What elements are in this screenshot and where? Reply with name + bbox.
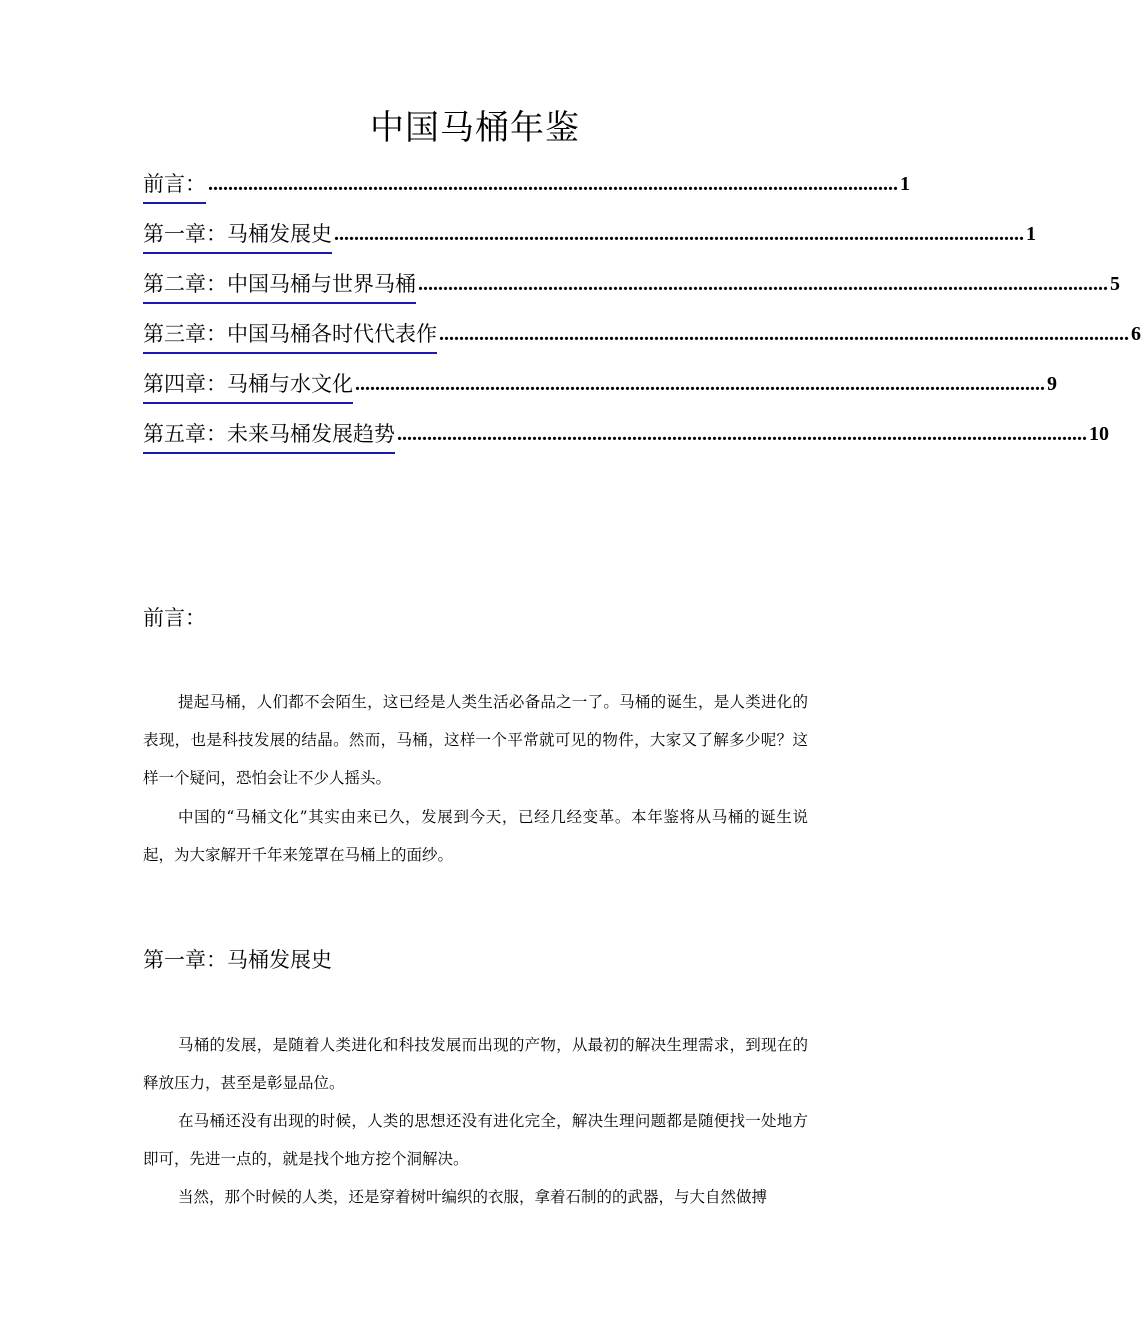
toc-entry-chapter-2[interactable] — [143, 270, 1120, 320]
toc-page-number: 9 — [1047, 373, 1057, 395]
preface-paragraph: 提起马桶，人们都不会陌生，这已经是人类生活必备品之一了。马桶的诞生，是人类进化的表现，也是科技发展的结晶。然而，马桶，这样一个平常就可见的物件，大家又了解多少呢？这样一个疑问，恐怕会让不少人摇头。 — [143, 693, 808, 787]
toc-leader-dots: .......................................................................................................................................... — [355, 373, 1045, 395]
toc-page-number: 1 — [1026, 223, 1036, 245]
toc-leader-dots: .......................................................................................................................................... — [208, 173, 898, 195]
toc-page-number: 1 — [900, 173, 910, 195]
toc-leader-dots: .......................................................................................................................................... — [397, 423, 1087, 445]
chapter-1-paragraph: 在马桶还没有出现的时候，人类的思想还没有进化完全，解决生理问题都是随便找一处地方即可，先进一点的，就是找个地方挖个洞解决。 — [143, 1112, 808, 1168]
toc-link[interactable]: 第四章：马桶与水文化 — [143, 370, 353, 404]
toc-page-number: 5 — [1110, 273, 1120, 295]
table-of-contents — [143, 170, 1141, 470]
toc-entry-chapter-4[interactable] — [143, 370, 1057, 420]
toc-link[interactable]: 第一章：马桶发展史 — [143, 220, 332, 254]
toc-leader-dots: .......................................................................................................................................... — [334, 223, 1024, 245]
chapter-1-heading: 第一章：马桶发展史 — [143, 948, 332, 972]
toc-link[interactable]: 第三章：中国马桶各时代代表作 — [143, 320, 437, 354]
toc-entry-chapter-1[interactable] — [143, 220, 1036, 270]
toc-leader-dots: .......................................................................................................................................... — [418, 273, 1108, 295]
document-title: 中国马桶年鉴 — [370, 108, 580, 148]
toc-link[interactable]: 前言： — [143, 170, 206, 204]
chapter-1-paragraph: 马桶的发展，是随着人类进化和科技发展而出现的产物，从最初的解决生理需求，到现在的释放压力，甚至是彰显品位。 — [143, 1036, 808, 1092]
preface-paragraph: 中国的“马桶文化”其实由来已久，发展到今天，已经几经变革。本年鉴将从马桶的诞生说起，为大家解开千年来笼罩在马桶上的面纱。 — [143, 808, 808, 864]
toc-link[interactable]: 第二章：中国马桶与世界马桶 — [143, 270, 416, 304]
toc-entry-chapter-5[interactable] — [143, 420, 1109, 470]
toc-page-number: 6 — [1131, 323, 1141, 345]
toc-leader-dots: .......................................................................................................................................... — [439, 323, 1129, 345]
toc-entry-chapter-3[interactable] — [143, 320, 1141, 370]
toc-page-number: 10 — [1089, 423, 1109, 445]
chapter-1-paragraph: 当然，那个时候的人类，还是穿着树叶编织的衣服，拿着石制的的武器，与大自然做搏 — [178, 1188, 768, 1206]
preface-heading: 前言： — [143, 606, 206, 630]
toc-entry-preface[interactable] — [143, 170, 910, 220]
toc-link[interactable]: 第五章：未来马桶发展趋势 — [143, 420, 395, 454]
